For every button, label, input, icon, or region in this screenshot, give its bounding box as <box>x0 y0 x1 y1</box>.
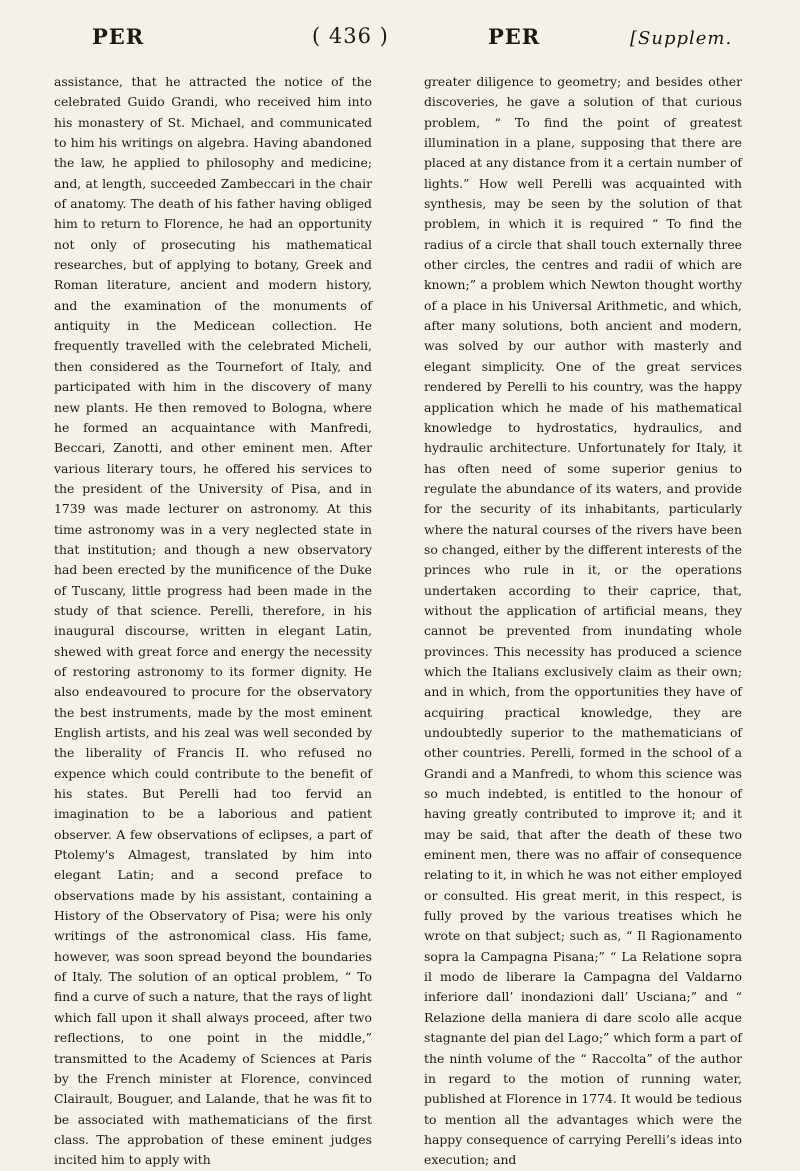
right-column <box>424 72 742 1168</box>
right-column-text: greater diligence to geometry; and besides other discoveries, he gave a solution of that curious problem, “ To find the point of greatest illumination in a plane, supposing that there are placed at any distance from it a certain number of lights.” How well Perelli was acquainted with synthesis, may be seen by the solution of that problem, in which it is required “ To find the radius of a circle that shall touch externally three other circles, the centres and radii of which are known;” a problem which Newton thought worthy of a place in his Universal Arithmetic, and which, after many solutions, both ancient and modern, was solved by our author with masterly and elegant simplicity. One of the great services rendered by Perelli to his country, was the happy application which he made of his mathematical knowledge to hydrostatics, hydraulics, and hydraulic architecture. Unfortunately for Italy, it has often need of some superior genius to regulate the abundance of its waters, and provide for the security of its inhabitants, particularly where the natural courses of the rivers have been so changed, either by the different interests of the princes who rule in it, or the operations undertaken according to their caprice, that, without the application of artificial means, they cannot be prevented from inundating whole provinces. This necessity has produced a science which the Italians exclusively claim as their own; and in which, from the opportunities they have of acquiring practical knowledge, they are undoubtedly superior to the mathematicians of other countries. Perelli, formed in the school of a Grandi and a Manfredi, to whom this science was so much indebted, is entitled to the honour of having greatly contributed to improve it; and it may be said, that after the death of these two eminent men, there was no affair of consequence relating to it, in which he was not either employed or consulted. His great merit, in this respect, is fully proved by the various treatises which he wrote on that subject; such as, “ Il Ragionamento sopra la Campagna Pisana;” “ La Relatione sopra il modo de liberare la Campagna del Valdarno inferiore dall’ inondazioni dall’ Usciana;” and “ Relazione della maniera di dare scolo alle acque stagnante del pian del Lago;” which form a part of the ninth volume of the “ Raccolta” of the author in regard to the motion of running water, published at Florence in 1774. It would be tedious to mention all the advantages which were the happy consequence of carrying Perelli’s ideas into execution; and <box>424 74 742 1168</box>
section-label: [Supplem. <box>630 28 733 49</box>
running-header <box>0 0 800 70</box>
left-column-text: assistance, that he attracted the notice of the celebrated Guido Grandi, who received him into his monastery of St. Michael, and communicated to him his writings on algebra. Having abandoned the law, he applied to philosophy and medicine; and, at length, succeeded Zambeccari in the chair of anatomy. The death of his father having obliged him to return to Florence, he had an opportunity not only of prosecuting his mathematical researches, but of applying to botany, Greek and Roman literature, ancient and modern history, and the examination of the monuments of antiquity in the Medicean collection. He frequently travelled with the celebrated Micheli, then considered as the Tournefort of Italy, and participated with him in the discovery of many new plants. He then removed to Bologna, where he formed an acquaintance with Manfredi, Beccari, Zanotti, and other eminent men. After various literary tours, he offered his services to the president of the University of Pisa, and in 1739 was made lecturer on astronomy. At this time astronomy was in a very neglected state in that institution; and though a new observatory had been erected by the munificence of the Duke of Tuscany, little progress had been made in the study of that science. Perelli, therefore, in his inaugural discourse, written in elegant Latin, shewed with great force and energy the necessity of restoring astronomy to its former dignity. He also endeavoured to procure for the observatory the best instruments, made by the most eminent English artists, and his zeal was well seconded by the liberality of Francis II. who refused no expence which could contribute to the benefit of his states. But Perelli had too fervid an imagination to be a laborious and patient observer. A few observations of eclipses, a part of Ptolemy's Almagest, translated by him into elegant Latin; and a second preface to observations made by his assistant, containing a History of the Observatory of Pisa; were his only writings of the astronomical class. His fame, however, was soon spread beyond the boundaries of Italy. The solution of an optical problem, “ To find a curve of such a nature, that the rays of light which fall upon it shall always proceed, after two reflections, to one point in the middle,” transmitted to the Academy of Sciences at Paris by the French minister at Florence, convinced Clairault, Bouguer, and Lalande, that he was fit to be associated with mathematicians of the first class. The approbation of these eminent judges incited him to apply with <box>54 74 372 1168</box>
left-column <box>54 72 372 1168</box>
header-right-word: PER <box>488 24 541 49</box>
page-number: ( 436 ) <box>312 24 389 48</box>
header-left-word: PER <box>92 24 145 49</box>
